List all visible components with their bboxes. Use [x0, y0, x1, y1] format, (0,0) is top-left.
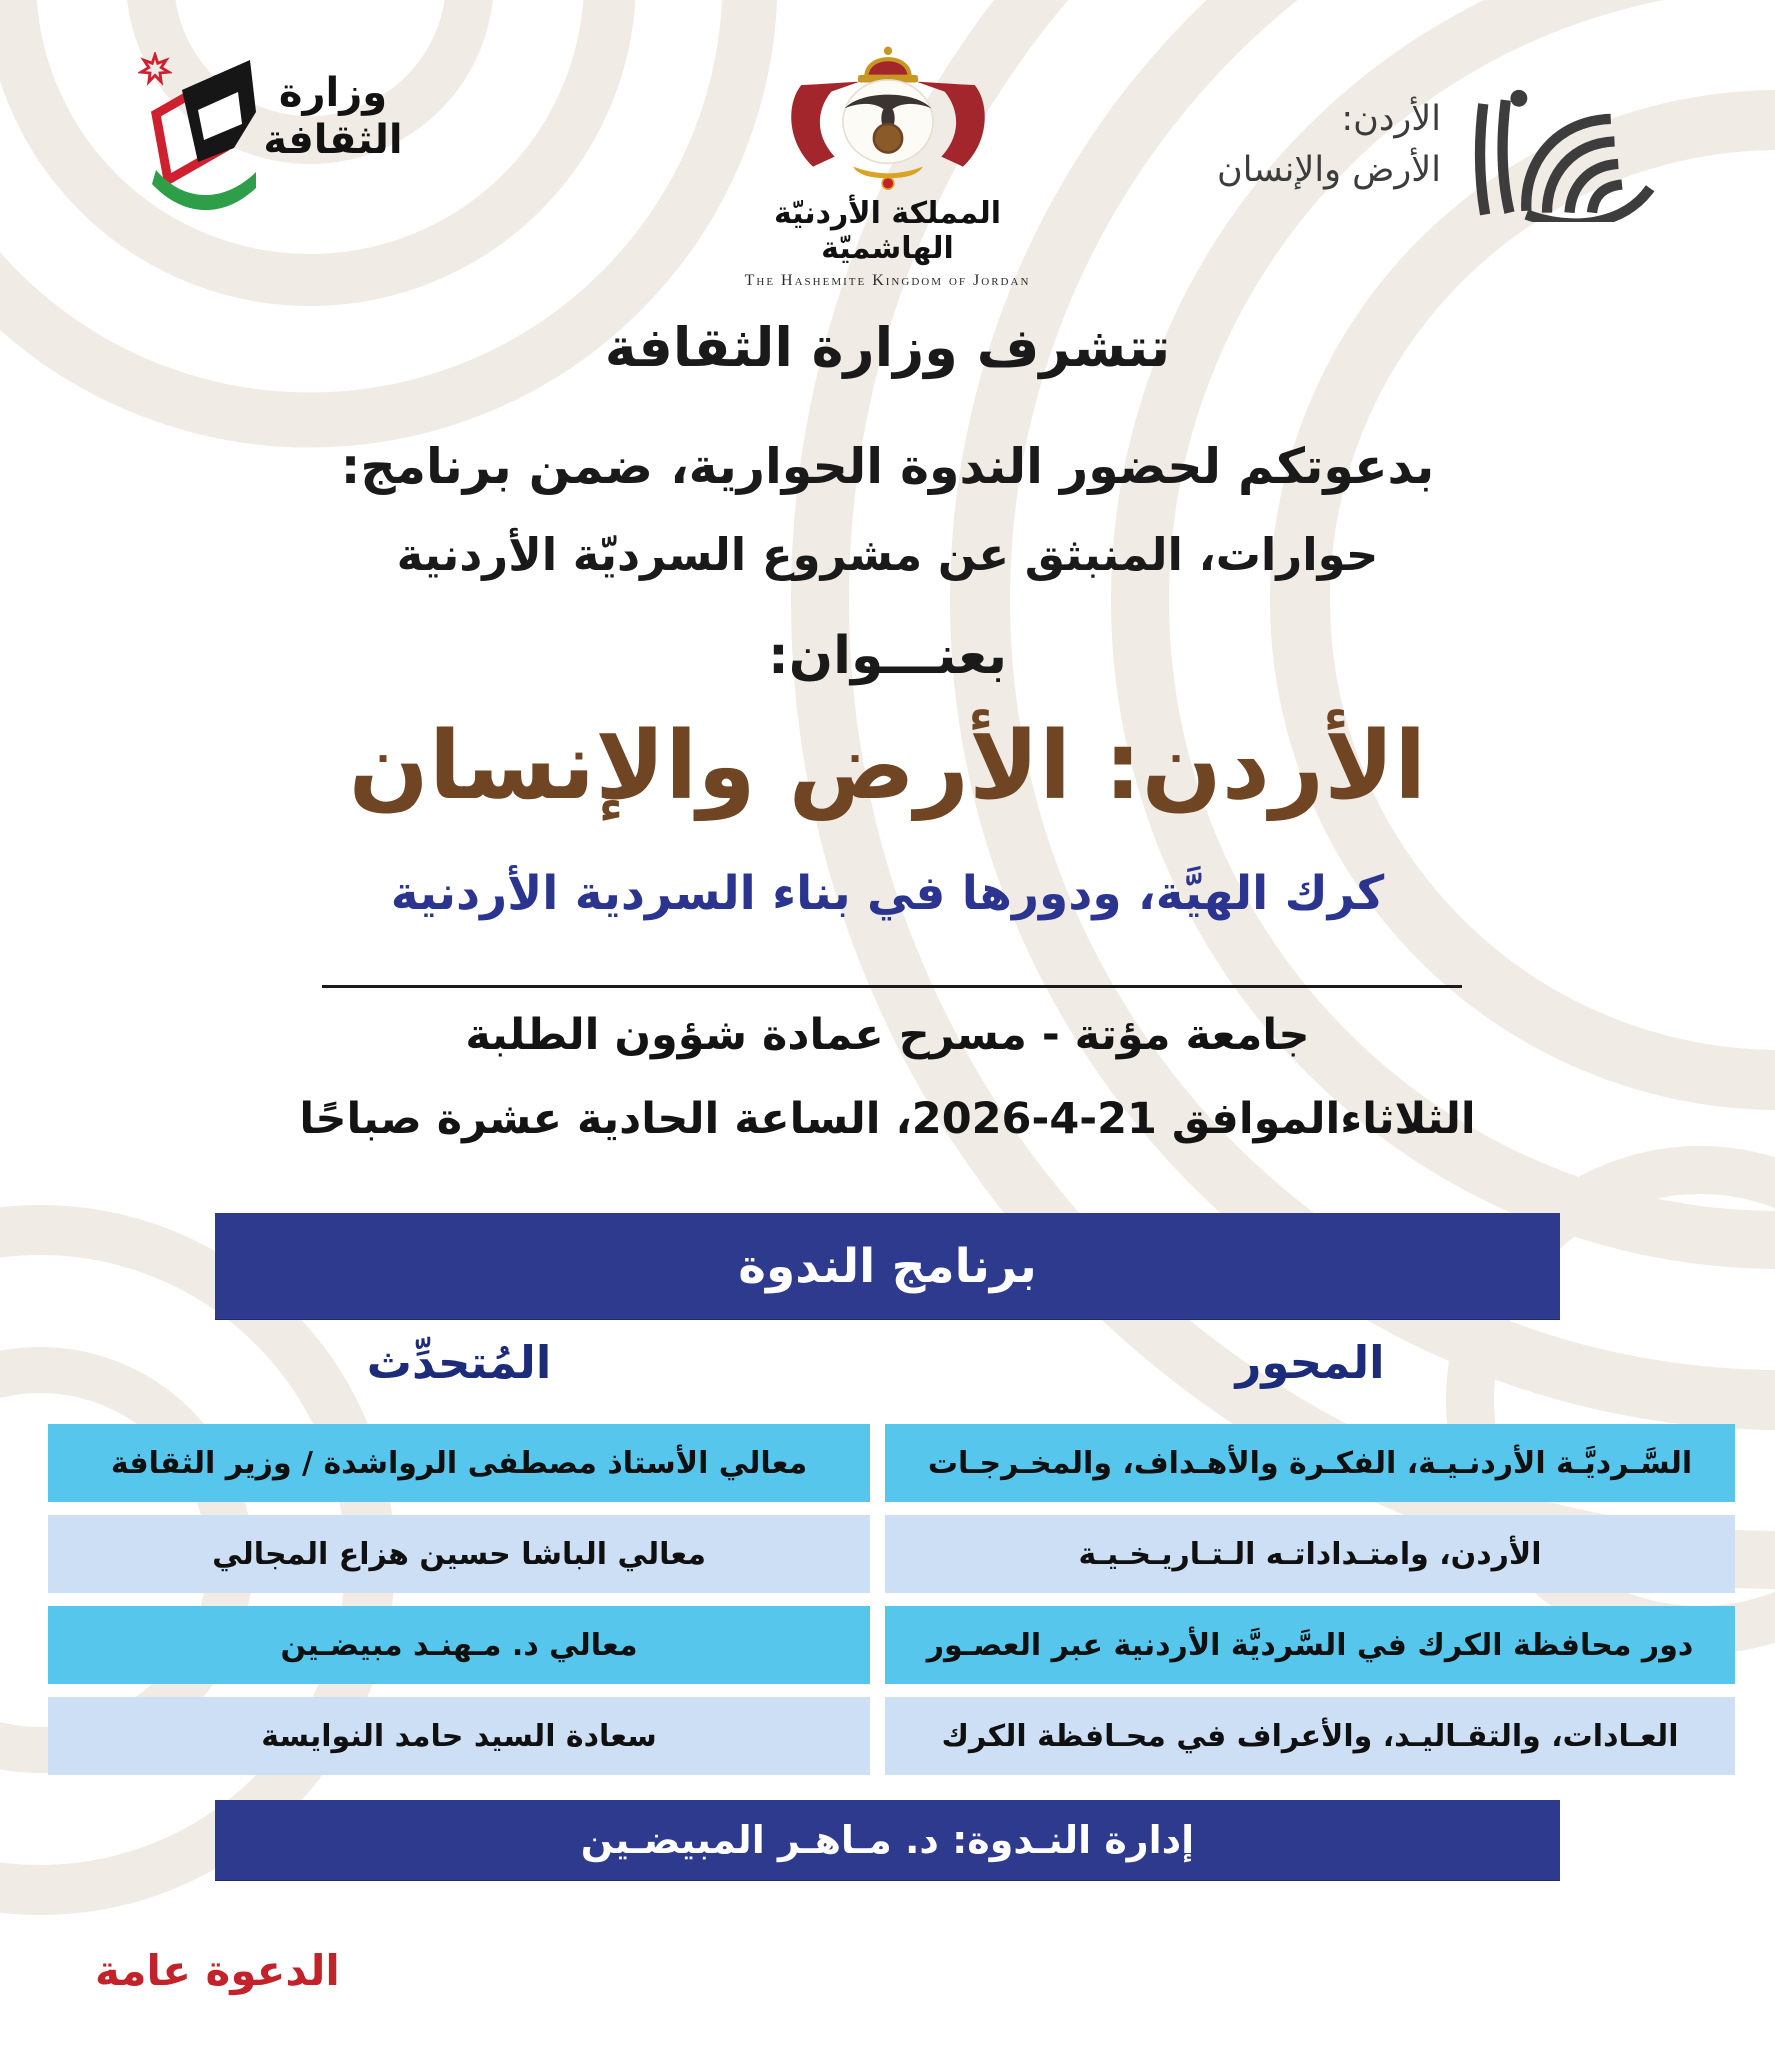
- public-invitation-note: الدعوة عامة: [95, 1946, 340, 1995]
- speaker-cell: سعادة السيد حامد النوايسة: [48, 1697, 870, 1775]
- kingdom-coat-of-arms: [708, 40, 1068, 290]
- datetime-line: الثلاثاءالموافق 21-4-2026، الساعة الحادية عشرة صباحًا: [299, 1094, 1476, 1144]
- program-row: [48, 1424, 1735, 1502]
- coat-of-arms-icon: [728, 40, 1048, 190]
- program-row: [48, 1697, 1735, 1775]
- topic-cell: العـادات، والتقـاليـد، والأعراف في محـافظة الكرك: [885, 1697, 1735, 1775]
- program-table: [48, 1424, 1735, 1775]
- kingdom-name-arabic: المملكة الأردنيّة الهاشميّة: [773, 196, 1002, 266]
- ministry-name: [258, 70, 408, 164]
- ministry-name-line2: الثقافة: [263, 117, 403, 164]
- kingdom-name-english: The Hashemite Kingdom of Jordan: [744, 272, 1031, 289]
- fingerprint-mark-icon: [1467, 72, 1657, 222]
- program-banner-label: برنامج الندوة: [738, 1238, 1037, 1294]
- topic-cell: السَّـرديَّـة الأردنـيـة، الفكـرة والأهـداف، والمخـرجـات: [885, 1424, 1735, 1502]
- identity-text-line2: الأرض والإنسان: [1217, 149, 1441, 190]
- seven-pointed-star-icon: [138, 52, 172, 86]
- moderation-banner: [215, 1800, 1560, 1880]
- intro-line-2: بدعوتكم لحضور الندوة الحوارية، ضمن برنامج:: [340, 438, 1435, 495]
- topic-cell: دور محافظة الكرك في السَّرديَّة الأردنية عبر العصـور: [885, 1606, 1735, 1684]
- jordan-identity-logo: [1217, 72, 1657, 222]
- intro-line-3: حوارات، المنبثق عن مشروع السرديّة الأردنية: [396, 528, 1379, 581]
- column-header-topic: المحور: [1235, 1336, 1385, 1389]
- identity-logo-text: [1217, 72, 1441, 196]
- moderation-banner-label: إدارة النـدوة: د. مـاهـر المبيضـين: [580, 1818, 1195, 1862]
- speaker-cell: معالي الباشا حسين هزاع المجالي: [48, 1515, 870, 1593]
- speaker-cell: معالي د. مـهنـد مبيضـين: [48, 1606, 870, 1684]
- program-banner: [215, 1213, 1560, 1319]
- event-title: الأردن: الأرض والإنسان: [348, 712, 1427, 821]
- speaker-cell: معالي الأستاذ مصطفى الرواشدة / وزير الثقافة: [48, 1424, 870, 1502]
- divider-line: [322, 985, 1462, 988]
- venue-line: جامعة مؤتة - مسرح عمادة شؤون الطلبة: [465, 1010, 1310, 1060]
- program-row: [48, 1515, 1735, 1593]
- intro-line-1: تتشرف وزارة الثقافة: [604, 316, 1171, 379]
- topic-cell: الأردن، وامتـداداتـه الـتـاريـخـيـة: [885, 1515, 1735, 1593]
- identity-text-line1: الأردن:: [1341, 99, 1441, 139]
- program-row: [48, 1606, 1735, 1684]
- event-subtitle: كرك الهيَّة، ودورها في بناء السردية الأردنية: [390, 866, 1385, 921]
- ministry-of-culture-logo: [138, 52, 408, 242]
- column-header-speaker: المُتحدِّث: [366, 1336, 552, 1389]
- titled-label: بعنـــوان:: [767, 626, 1008, 686]
- ministry-name-line1: وزارة: [278, 70, 388, 116]
